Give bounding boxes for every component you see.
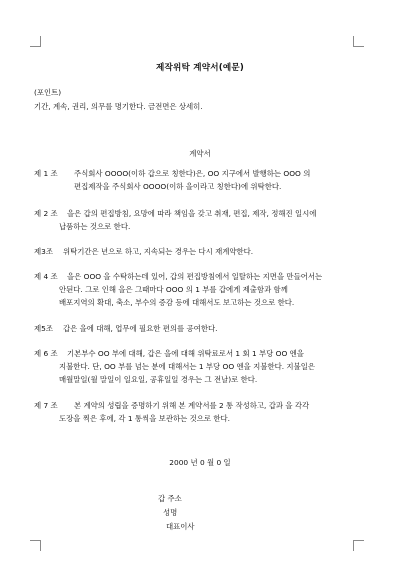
article-text-line: 편집제작을 주식회사 OOOO(이하 을이라고 칭한다)에 위탁한다.	[74, 182, 282, 192]
article-text-line: 배포지역의 확대, 축소, 부수의 증감 등에 대해서도 보고하는 것으로 한다.	[59, 298, 295, 308]
article-text-line: 본 계약의 성립을 증명하기 위해 본 계약서를 2 통 작성하고, 갑과 을 각각	[74, 401, 310, 410]
document-title: 제작위탁 계약서(예문)	[156, 63, 244, 73]
article-2	[34, 207, 366, 233]
article-number: 제 1 조	[34, 169, 58, 178]
article-text-line: 납품하는 것으로 한다.	[59, 222, 131, 232]
crop-mark-top-left	[30, 36, 41, 47]
point-label: (포인트)	[34, 88, 62, 97]
contract-date: 2000 년 0 월 0 일	[169, 458, 231, 467]
article-number: 제5조	[34, 324, 53, 333]
article-6	[34, 347, 366, 387]
article-text-line: 위탁기간은 년으로 하고, 지속되는 경우는 다시 재계약한다.	[63, 247, 254, 256]
signature-party: 갑 주소	[158, 494, 182, 503]
article-text-line: 주식회사 OOOO(이하 갑으로 칭한다)은, OO 지구에서 발행하는 OOO 의	[74, 169, 311, 178]
article-text-line: 갑은 을에 대해, 업무에 필요한 편의를 공여한다.	[63, 324, 218, 333]
article-number: 제 6 조	[34, 349, 58, 358]
contract-subtitle: 계약서	[189, 149, 211, 158]
article-text-line: 을은 갑의 편집방침, 요망에 따라 책임을 갖고 취재, 편집, 제작, 정해진 일시에	[67, 209, 317, 218]
article-4	[34, 270, 366, 310]
article-text-line: 기본부수 OO 부에 대해, 갑은 을에 대해 위탁료로서 1 회 1 부당 OO 엔을	[67, 349, 304, 358]
signature-name-label: 성명	[163, 508, 178, 517]
point-text: 기간, 계속, 권리, 의무를 명기한다. 금전면은 상세히.	[34, 102, 203, 111]
crop-mark-bottom-right	[353, 540, 364, 551]
article-number: 제3조	[34, 247, 53, 256]
signature-rep-label: 대표이사	[166, 522, 195, 531]
article-5	[34, 322, 366, 335]
crop-mark-bottom-left	[30, 540, 41, 551]
article-text-line: 안된다. 그로 인해 을은 그때마다 OOO 의 1 부를 갑에게 제출함과 함께	[59, 285, 288, 295]
article-text-line: 지불한다. 단, OO 부를 넘는 분에 대해서는 1 부당 OO 엔을 지불한다. 지불일은	[59, 362, 315, 372]
crop-mark-top-right	[353, 36, 364, 47]
article-7	[34, 399, 366, 425]
article-1	[34, 167, 366, 193]
article-3	[34, 245, 366, 258]
article-number: 제 4 조	[34, 272, 58, 281]
article-number: 제 2 조	[34, 209, 58, 218]
article-text-line: 매월말일(월 말일이 일요일, 공휴일일 경우는 그 전날)로 한다.	[59, 375, 258, 385]
article-text-line: 을은 OOO 을 수탁하는데 있어, 갑의 편집방침에서 일탈하는 지면을 만들어서는	[67, 272, 323, 281]
article-number: 제 7 조	[34, 401, 58, 410]
article-text-line: 도장을 찍은 후에, 각 1 통씩을 보관하는 것으로 한다.	[59, 414, 230, 424]
